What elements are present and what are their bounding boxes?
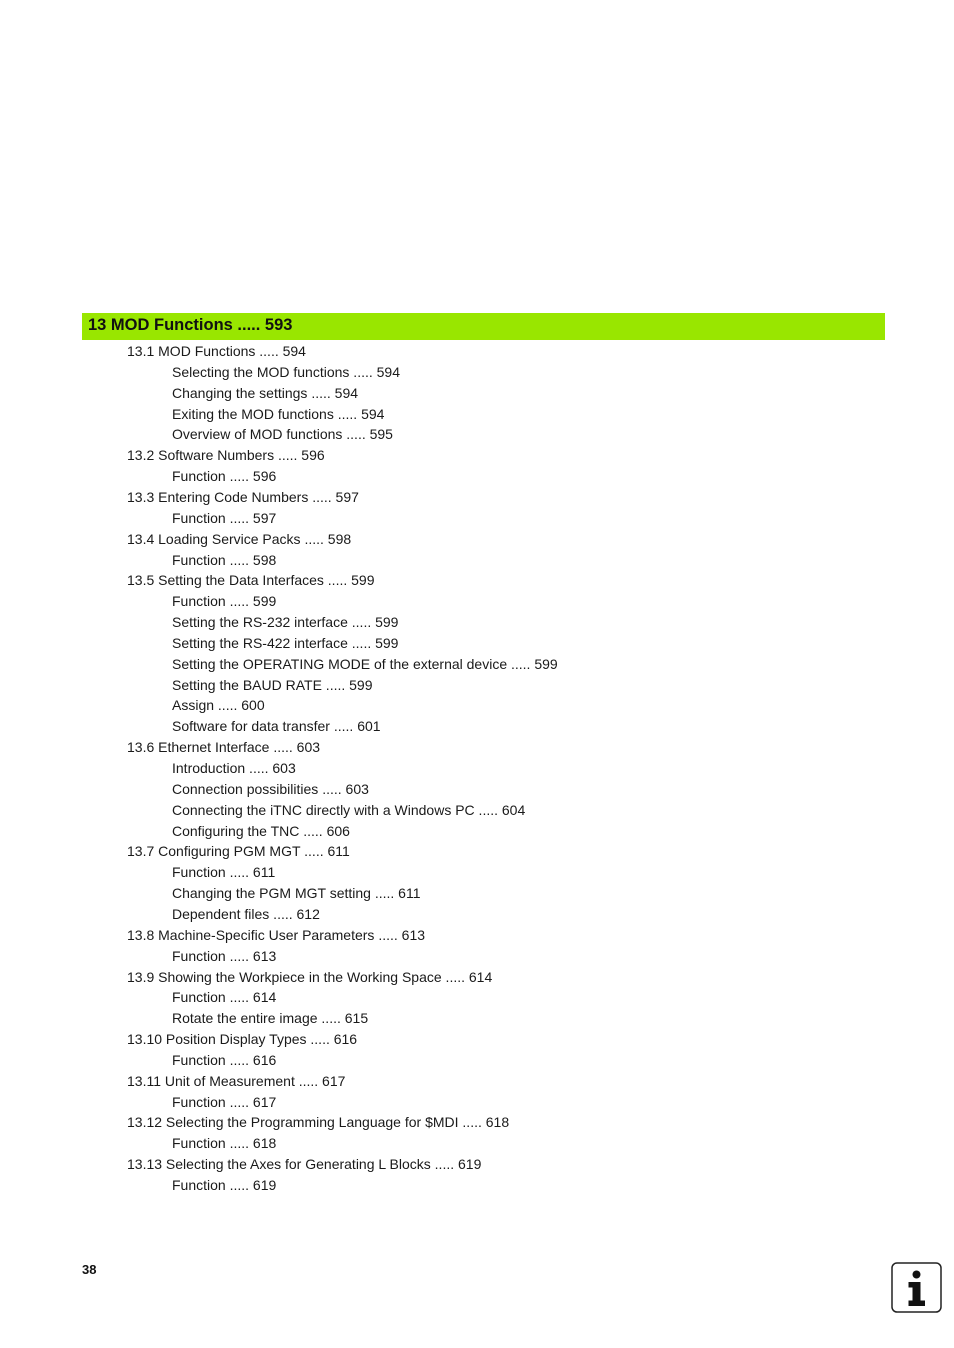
toc-subsection-entry[interactable]: Setting the RS-422 interface ..... 599 — [172, 634, 399, 651]
toc-subsection-entry[interactable]: Setting the BAUD RATE ..... 599 — [172, 676, 373, 693]
toc-subsection-entry[interactable]: Assign ..... 600 — [172, 697, 265, 714]
toc-subsection-entry[interactable]: Dependent files ..... 612 — [172, 905, 320, 922]
toc-subsection-entry[interactable]: Configuring the TNC ..... 606 — [172, 822, 350, 839]
toc-section-entry[interactable]: 13.13 Selecting the Axes for Generating L Blocks ..... 619 — [127, 1156, 482, 1173]
toc-section-entry[interactable]: 13.7 Configuring PGM MGT ..... 611 — [127, 843, 350, 860]
toc-section-entry[interactable]: 13.6 Ethernet Interface ..... 603 — [127, 739, 321, 756]
toc-subsection-entry[interactable]: Connecting the iTNC directly with a Windows PC ..... 604 — [172, 801, 526, 818]
toc-subsection-entry[interactable]: Function ..... 618 — [172, 1135, 277, 1152]
toc-section-entry[interactable]: 13.4 Loading Service Packs ..... 598 — [127, 530, 352, 547]
toc-subsection-entry[interactable]: Setting the RS-232 interface ..... 599 — [172, 614, 399, 631]
toc-subsection-entry[interactable]: Setting the OPERATING MODE of the external device ..... 599 — [172, 655, 558, 672]
toc-subsection-entry[interactable]: Connection possibilities ..... 603 — [172, 780, 369, 797]
toc-section-entry[interactable]: 13.3 Entering Code Numbers ..... 597 — [127, 488, 359, 505]
toc-section-entry[interactable]: 13.5 Setting the Data Interfaces ..... 599 — [127, 572, 375, 589]
toc-subsection-entry[interactable]: Function ..... 611 — [172, 864, 276, 881]
toc-subsection-entry[interactable]: Function ..... 598 — [172, 551, 277, 568]
page-number: 38 — [82, 1262, 97, 1277]
toc-subsection-entry[interactable]: Overview of MOD functions ..... 595 — [172, 426, 393, 443]
toc-subsection-entry[interactable]: Function ..... 614 — [172, 989, 277, 1006]
toc-subsection-entry[interactable]: Function ..... 617 — [172, 1093, 277, 1110]
toc-subsection-entry[interactable]: Rotate the entire image ..... 615 — [172, 1010, 369, 1027]
toc-section-entry[interactable]: 13.10 Position Display Types ..... 616 — [127, 1031, 358, 1048]
toc-section-entry[interactable]: 13.12 Selecting the Programming Language for $MDI ..... 618 — [127, 1114, 510, 1131]
toc-subsection-entry[interactable]: Introduction ..... 603 — [172, 760, 296, 776]
chapter-title: 13 MOD Functions ..... 593 — [88, 316, 293, 334]
toc-section-entry[interactable]: 13.8 Machine-Specific User Parameters ..... 613 — [127, 926, 426, 943]
toc-subsection-entry[interactable]: Selecting the MOD functions ..... 594 — [172, 363, 401, 380]
toc-subsection-entry[interactable]: Changing the settings ..... 594 — [172, 384, 359, 401]
toc-section-entry[interactable]: 13.2 Software Numbers ..... 596 — [127, 447, 325, 464]
toc-section-entry[interactable]: 13.9 Showing the Workpiece in the Working Space ..... 614 — [127, 968, 493, 985]
toc-section-entry[interactable]: 13.1 MOD Functions ..... 594 — [127, 343, 306, 359]
chapter-heading-bar — [82, 313, 885, 340]
info-icon — [891, 1262, 942, 1313]
toc-subsection-entry[interactable]: Function ..... 619 — [172, 1177, 277, 1193]
toc-subsection-entry[interactable]: Function ..... 597 — [172, 509, 277, 526]
toc-subsection-entry[interactable]: Software for data transfer ..... 601 — [172, 718, 381, 735]
toc-subsection-entry[interactable]: Function ..... 613 — [172, 947, 277, 964]
toc-subsection-entry[interactable]: Function ..... 616 — [172, 1051, 277, 1068]
toc-subsection-entry[interactable]: Function ..... 599 — [172, 593, 277, 610]
toc-subsection-entry[interactable]: Exiting the MOD functions ..... 594 — [172, 405, 385, 422]
toc-subsection-entry[interactable]: Changing the PGM MGT setting ..... 611 — [172, 885, 421, 902]
toc-subsection-entry[interactable]: Function ..... 596 — [172, 468, 277, 485]
toc-section-entry[interactable]: 13.11 Unit of Measurement ..... 617 — [127, 1072, 346, 1089]
